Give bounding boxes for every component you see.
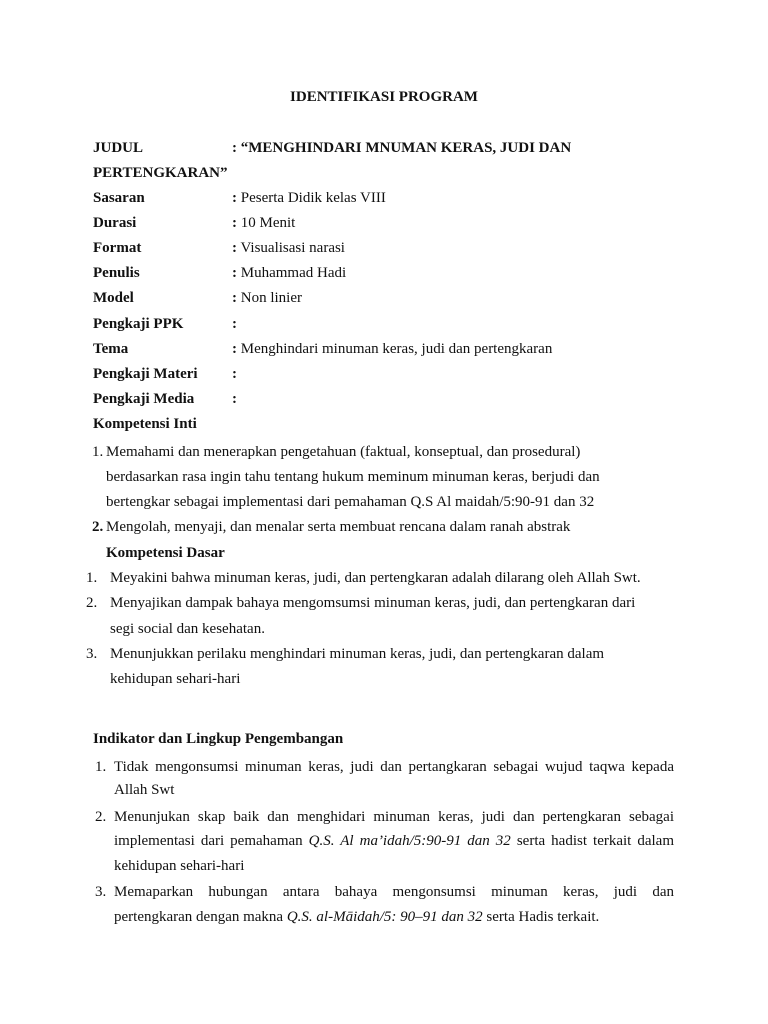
- kd-item-2-number: 2.: [86, 595, 98, 611]
- colon: :: [232, 290, 237, 306]
- field-label-sasaran: Sasaran: [93, 190, 145, 206]
- line-text: serta Hadis terkait.: [482, 909, 600, 925]
- field-label-durasi: Durasi: [93, 215, 137, 231]
- kd-item-2-line1: Menyajikan dampak bahaya mengomsumsi minuman keras, judi, dan pertengkaran dari: [110, 595, 636, 611]
- field-value-durasi: [232, 213, 295, 233]
- colon: :: [232, 190, 237, 206]
- ind-item-2-number: 2.: [95, 809, 107, 825]
- ki-item-2-number: 2.: [92, 519, 104, 535]
- kd-item-3-line2: kehidupan sehari-hari: [110, 671, 241, 687]
- ind-item-3-line2: [114, 907, 599, 927]
- judul-value-text: “MENGHINDARI MNUMAN KERAS, JUDI DAN: [240, 140, 572, 156]
- value-text: 10 Menit: [240, 215, 296, 231]
- ind-item-1-number: 1.: [95, 759, 107, 775]
- field-label-penulis: Penulis: [93, 265, 140, 281]
- field-label-model: Model: [93, 290, 134, 306]
- ki-item-1-number: 1.: [92, 444, 104, 460]
- colon: :: [232, 366, 237, 382]
- field-value-tema: [232, 339, 552, 359]
- ind-item-1-line1: Tidak mengonsumsi minuman keras, judi dan pertangkaran sebagai wujud taqwa kepada: [114, 759, 674, 775]
- kompetensi-dasar-heading: Kompetensi Dasar: [106, 545, 225, 561]
- value-text: Muhammad Hadi: [240, 265, 347, 281]
- line-text: implementasi dari pemahaman: [114, 833, 309, 849]
- ind-item-2-line3: kehidupan sehari-hari: [114, 858, 245, 874]
- field-value-format: [232, 238, 345, 258]
- kd-item-3-line1: Menunjukkan perilaku menghindari minuman keras, judi, dan pertengkaran dalam: [110, 646, 605, 662]
- field-label-pengkaji-ppk: Pengkaji PPK: [93, 316, 184, 332]
- value-text: Visualisasi narasi: [240, 240, 345, 256]
- field-value-model: [232, 288, 302, 308]
- value-text: Non linier: [240, 290, 302, 306]
- field-value-pengkaji-materi: [232, 364, 237, 384]
- kd-item-3-number: 3.: [86, 646, 98, 662]
- ind-item-3-line1: Memaparkan hubungan antara bahaya mengonsumsi minuman keras, judi dan: [114, 884, 674, 900]
- ind-item-2-line1: Menunjukan skap baik dan menghidari minuman keras, judi dan pertengkaran sebagai: [114, 809, 674, 825]
- judul-value-line1: [232, 138, 571, 158]
- line-text: serta hadist terkait dalam: [510, 833, 675, 849]
- document-title: IDENTIFIKASI PROGRAM: [290, 89, 478, 105]
- field-value-sasaran: [232, 188, 386, 208]
- judul-value-line2: PERTENGKARAN”: [93, 165, 228, 181]
- ki-item-1-line3: bertengkar sebagai implementasi dari pemahaman Q.S Al maidah/5:90-91 dan 32: [106, 494, 595, 510]
- value-text: Peserta Didik kelas VIII: [240, 190, 386, 206]
- field-label-pengkaji-media: Pengkaji Media: [93, 391, 195, 407]
- quran-reference: Q.S. al-Māidah/5: 90–91 dan 32: [286, 909, 483, 925]
- ind-item-2-line2: [114, 831, 674, 851]
- colon: :: [232, 316, 237, 332]
- kompetensi-inti-heading: Kompetensi Inti: [93, 416, 197, 432]
- field-value-pengkaji-media: [232, 389, 237, 409]
- line-text: pertengkaran dengan makna: [114, 909, 287, 925]
- ki-item-1-line1: Memahami dan menerapkan pengetahuan (faktual, konseptual, dan prosedural): [106, 444, 581, 460]
- colon: :: [232, 341, 237, 357]
- kd-item-2-line2: segi social dan kesehatan.: [110, 621, 265, 637]
- judul-label: JUDUL: [93, 140, 144, 156]
- field-value-pengkaji-ppk: [232, 314, 237, 334]
- colon: :: [232, 240, 237, 256]
- field-label-format: Format: [93, 240, 142, 256]
- indikator-heading: Indikator dan Lingkup Pengembangan: [93, 731, 344, 747]
- ind-item-1-line2: Allah Swt: [114, 782, 175, 798]
- value-text: Menghindari minuman keras, judi dan pertengkaran: [240, 341, 553, 357]
- field-label-tema: Tema: [93, 341, 129, 357]
- ki-item-1-line2: berdasarkan rasa ingin tahu tentang hukum meminum minuman keras, berjudi dan: [106, 469, 600, 485]
- field-label-pengkaji-materi: Pengkaji Materi: [93, 366, 198, 382]
- colon: :: [232, 215, 237, 231]
- colon: :: [232, 140, 237, 156]
- quran-reference: Q.S. Al ma’idah/5:90-91 dan 32: [308, 833, 511, 849]
- kd-item-1-line1: Meyakini bahwa minuman keras, judi, dan pertengkaran adalah dilarang oleh Allah Swt.: [110, 570, 641, 586]
- kd-item-1-number: 1.: [86, 570, 98, 586]
- ki-item-2-line1: Mengolah, menyaji, dan menalar serta membuat rencana dalam ranah abstrak: [106, 519, 571, 535]
- colon: :: [232, 391, 237, 407]
- ind-item-3-number: 3.: [95, 884, 107, 900]
- field-value-penulis: [232, 263, 346, 283]
- colon: :: [232, 265, 237, 281]
